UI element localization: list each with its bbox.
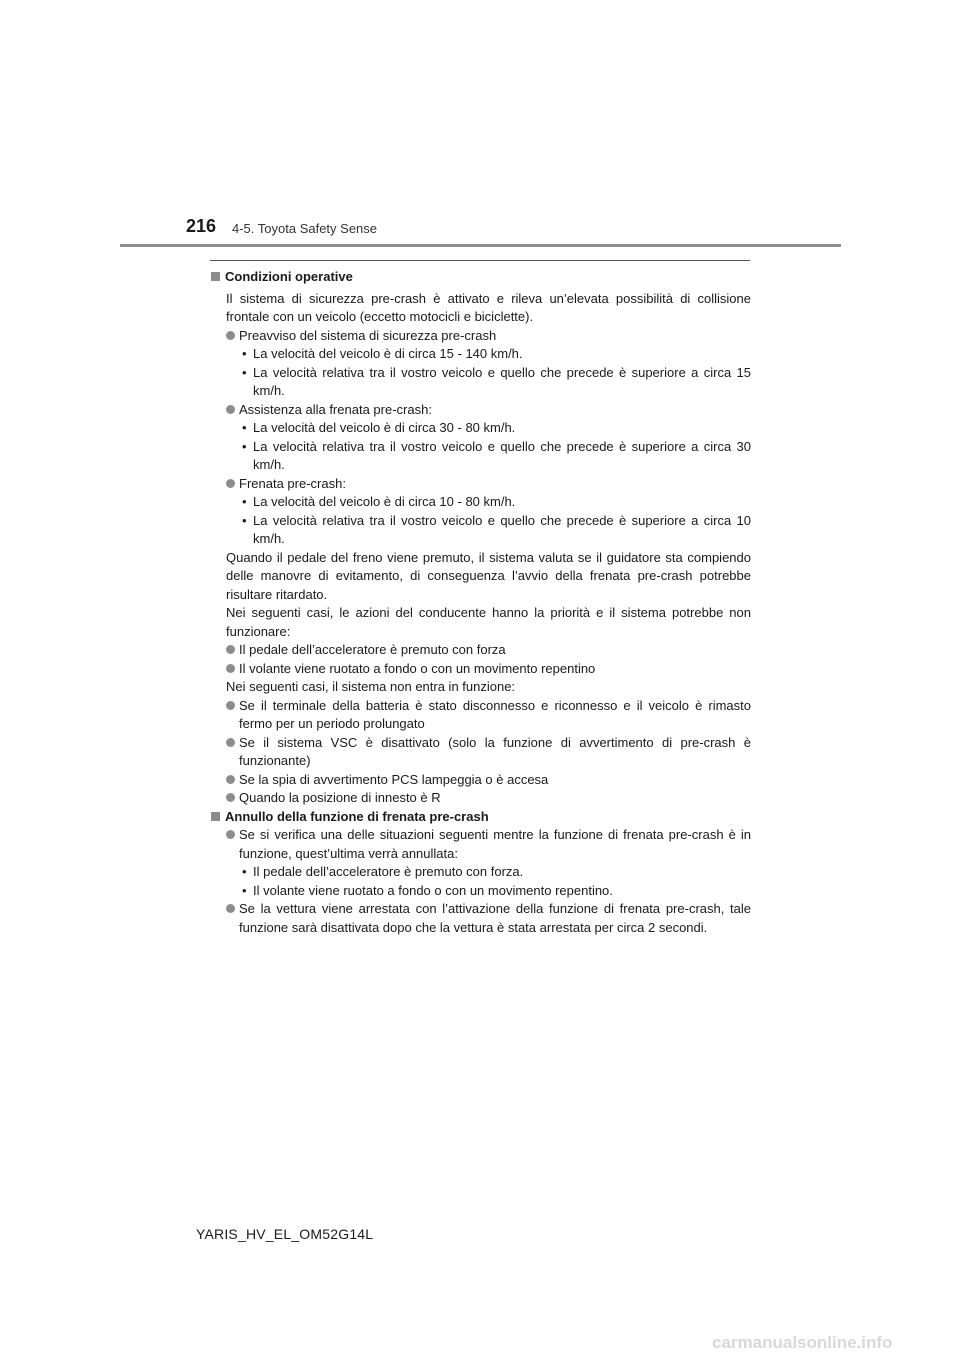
square-bullet-icon [211, 272, 220, 281]
list-item: Il pedale dell’acceleratore è premuto con forza [211, 641, 751, 660]
list-item: Quando la posizione di innesto è R [211, 789, 751, 808]
circle-bullet-icon [226, 775, 235, 784]
list-item: Preavviso del sistema di sicurezza pre-crash [211, 327, 751, 346]
heading-cancel-function: Annullo della funzione di frenata pre-crash [211, 808, 751, 827]
sub-list-item: • La velocità del veicolo è di circa 30 - 80 km/h. [242, 420, 516, 435]
list-item: Frenata pre-crash: [211, 475, 751, 494]
circle-bullet-icon [226, 701, 235, 710]
list-item: Assistenza alla frenata pre-crash: [211, 401, 751, 420]
circle-bullet-icon [226, 738, 235, 747]
sub-list-item: • La velocità relativa tra il vostro veicolo e quello che precede è superiore a circa 30 km/h. [242, 438, 751, 472]
document-code: YARIS_HV_EL_OM52G14L [196, 1226, 374, 1242]
circle-bullet-icon [226, 793, 235, 802]
circle-bullet-icon [226, 331, 235, 340]
list-item: Se il sistema VSC è disattivato (solo la funzione di avvertimento di pre-crash è funzionante) [211, 734, 751, 771]
circle-bullet-icon [226, 405, 235, 414]
list-item: Il volante viene ruotato a fondo o con un movimento repentino [211, 660, 751, 679]
square-bullet-icon [211, 812, 220, 821]
sub-list-item: • La velocità del veicolo è di circa 15 - 140 km/h. [242, 346, 523, 361]
circle-bullet-icon [226, 830, 235, 839]
watermark: carmanualsonline.info [712, 1333, 893, 1352]
circle-bullet-icon [226, 664, 235, 673]
list-item: Se si verifica una delle situazioni seguenti mentre la funzione di frenata pre-crash è in funzione, quest’ultima verrà annullata: [211, 826, 751, 863]
header-rule [120, 244, 841, 247]
sub-list-item: • La velocità relativa tra il vostro veicolo e quello che precede è superiore a circa 10 km/h. [242, 512, 751, 546]
paragraph: Nei seguenti casi, il sistema non entra in funzione: [226, 679, 516, 694]
page-content [211, 268, 751, 937]
content-divider [210, 260, 750, 261]
sub-list-item: • Il volante viene ruotato a fondo o con un movimento repentino. [242, 882, 613, 898]
circle-bullet-icon [226, 904, 235, 913]
sub-list-item: • La velocità del veicolo è di circa 10 - 80 km/h. [242, 494, 516, 509]
circle-bullet-icon [226, 645, 235, 654]
section-title: 4-5. Toyota Safety Sense [232, 221, 378, 236]
paragraph: Il sistema di sicurezza pre-crash è attivato e rileva un’elevata possibilità di collisione frontale con un veicolo (eccetto motocicli e biciclette). [226, 290, 751, 324]
list-item: Se la vettura viene arrestata con l’attivazione della funzione di frenata pre-crash, tale funzione sarà disattivata dopo che la vettura è stata arrestata per circa 2 secondi. [211, 900, 751, 937]
sub-list-item: • La velocità relativa tra il vostro veicolo e quello che precede è superiore a circa 15 km/h. [242, 364, 751, 398]
list-item: Se la spia di avvertimento PCS lampeggia o è accesa [211, 771, 751, 790]
paragraph: Quando il pedale del freno viene premuto, il sistema valuta se il guidatore sta compiendo delle manovre di evitamento, di conseguenza l’avvio della frenata pre-crash potrebbe risultare ritardato. [226, 549, 751, 602]
page-number: 216 [186, 216, 217, 236]
heading-operating-conditions: Condizioni operative [211, 268, 751, 287]
paragraph: Nei seguenti casi, le azioni del conducente hanno la priorità e il sistema potrebbe non funzionare: [226, 605, 751, 639]
sub-list-item: • Il pedale dell’acceleratore è premuto con forza. [242, 864, 524, 879]
list-item: Se il terminale della batteria è stato disconnesso e riconnesso e il veicolo è rimasto fermo per un periodo prolungato [211, 697, 751, 734]
circle-bullet-icon [226, 479, 235, 488]
